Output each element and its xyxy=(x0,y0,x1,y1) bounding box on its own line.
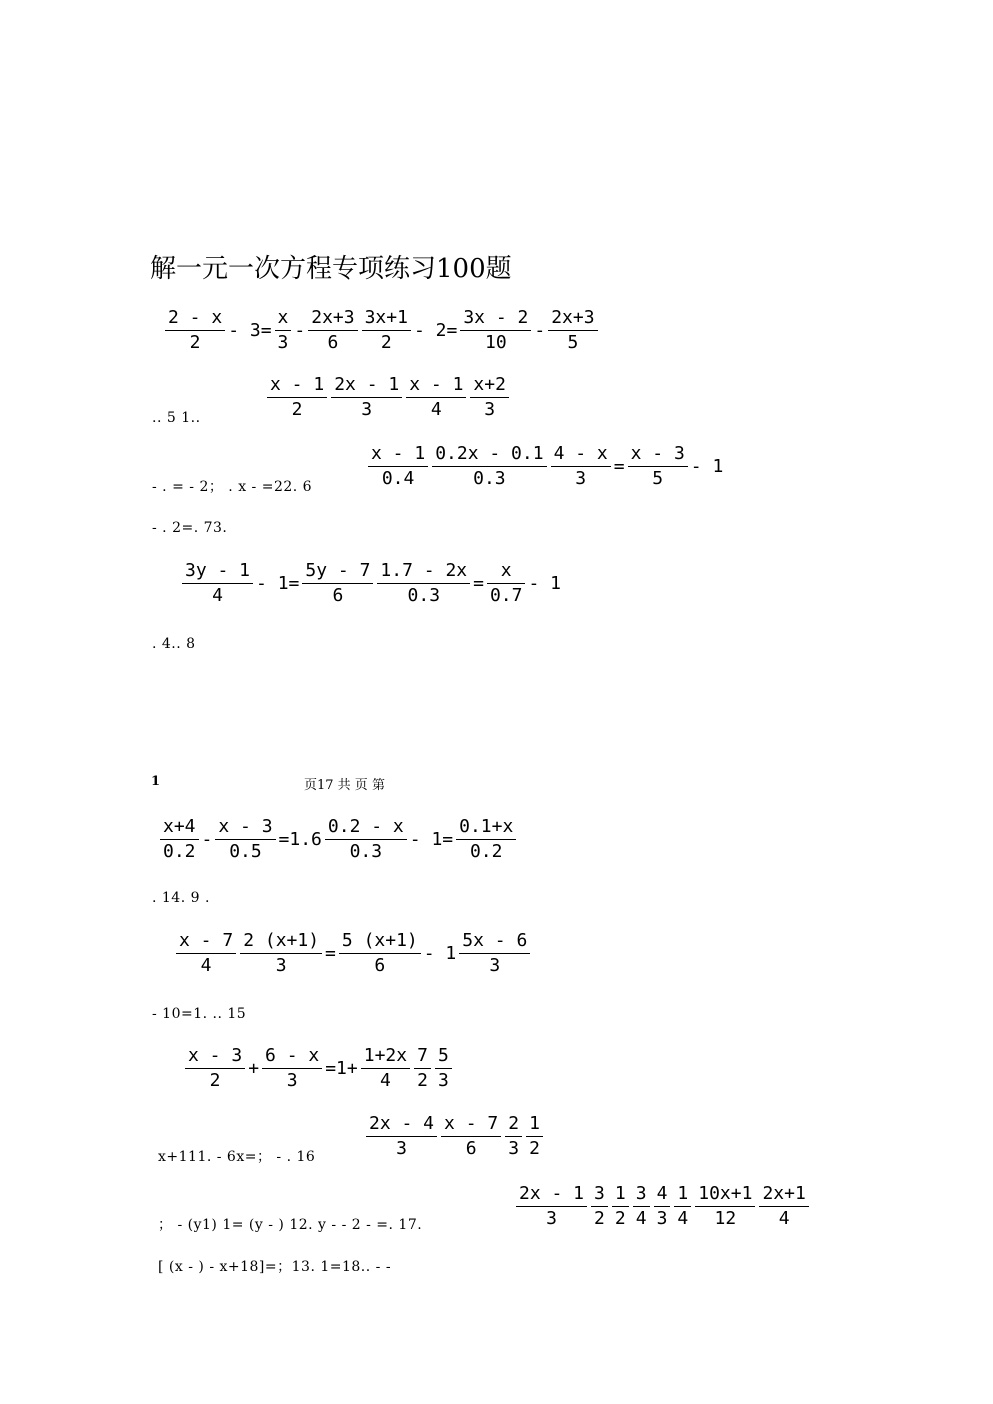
numerator: 2x+3 xyxy=(551,307,595,328)
fraction xyxy=(695,1183,755,1230)
denominator: 3 xyxy=(489,955,501,976)
fraction xyxy=(441,1113,501,1160)
fraction xyxy=(591,1183,608,1230)
fraction xyxy=(325,816,407,863)
numerator: 6 - x xyxy=(265,1045,320,1066)
denominator: 3 xyxy=(656,1208,668,1229)
denominator: 2 xyxy=(529,1138,540,1159)
page-title: 解一元一次方程专项练习100题 xyxy=(150,254,512,284)
denominator: 5 xyxy=(652,468,664,489)
equation-row-8 xyxy=(364,1113,545,1160)
fraction xyxy=(302,560,373,607)
fraction xyxy=(262,1045,322,1092)
numerator: 0.1+x xyxy=(459,816,514,837)
numerator: 3y - 1 xyxy=(185,560,251,581)
fraction xyxy=(628,443,688,490)
fraction xyxy=(176,930,236,977)
operator: - 2= xyxy=(413,319,458,341)
fraction xyxy=(366,1113,437,1160)
numerator: 5 xyxy=(437,1045,449,1066)
equation-row-2 xyxy=(265,374,511,421)
text-line-5: . 14. 9 . xyxy=(152,890,210,906)
numerator: x - 7 xyxy=(179,930,234,951)
denominator: 2 xyxy=(614,1208,626,1229)
fraction xyxy=(435,1045,452,1092)
numerator: 1+2x xyxy=(363,1045,408,1066)
denominator: 6 xyxy=(465,1138,477,1159)
numerator: 1.7 - 2x xyxy=(380,560,468,581)
fraction xyxy=(267,374,327,421)
denominator: 4 xyxy=(778,1208,790,1229)
operator: = xyxy=(325,942,336,964)
denominator: 2 xyxy=(417,1070,428,1091)
denominator: 3 xyxy=(361,399,373,420)
numerator: x+4 xyxy=(163,816,196,837)
numerator: 2x+3 xyxy=(311,307,355,328)
fraction xyxy=(505,1113,522,1160)
fraction xyxy=(674,1183,691,1230)
numerator: 4 xyxy=(656,1183,668,1204)
operator: =1+ xyxy=(325,1057,358,1079)
numerator: x - 3 xyxy=(218,816,273,837)
fraction xyxy=(487,560,526,607)
operator: = xyxy=(473,572,484,594)
fraction xyxy=(633,1183,650,1230)
denominator: 4 xyxy=(677,1208,689,1229)
numerator: 2 - x xyxy=(168,307,223,328)
denominator: 3 xyxy=(575,468,587,489)
denominator: 0.4 xyxy=(381,468,415,489)
text-line-2: - . = - 2； . x - =22. 6 xyxy=(152,479,313,495)
operator: = xyxy=(613,455,625,477)
text-line-3: - . 2=. 73. xyxy=(152,520,228,536)
denominator: 0.5 xyxy=(229,841,262,862)
numerator: 3x+1 xyxy=(364,307,408,328)
equation-row-3 xyxy=(366,443,724,490)
denominator: 4 xyxy=(379,1070,391,1091)
fraction xyxy=(432,443,546,490)
numerator: 3 xyxy=(594,1183,605,1204)
fraction xyxy=(275,307,292,354)
fraction xyxy=(551,443,611,490)
fraction xyxy=(368,443,428,490)
fraction xyxy=(362,307,411,354)
text-line-9: [ (x - ) - x+18]=；13. 1=18.. - - xyxy=(158,1259,392,1275)
denominator: 0.3 xyxy=(473,468,506,489)
denominator: 3 xyxy=(437,1070,449,1091)
operator: - xyxy=(534,319,546,341)
equation-row-6 xyxy=(174,930,532,977)
fraction xyxy=(361,1045,410,1092)
operator: - 1 xyxy=(423,942,457,964)
denominator: 0.2 xyxy=(163,841,196,862)
fraction xyxy=(516,1183,587,1230)
denominator: 2 xyxy=(291,399,303,420)
denominator: 3 xyxy=(546,1208,557,1229)
fraction xyxy=(470,374,509,421)
denominator: 3 xyxy=(508,1138,520,1159)
denominator: 10 xyxy=(484,332,507,353)
page-number: 1 xyxy=(151,774,161,789)
denominator: 5 xyxy=(567,332,579,353)
fraction xyxy=(456,816,516,863)
fraction xyxy=(339,930,421,977)
operator: =1.6 xyxy=(278,828,322,850)
denominator: 12 xyxy=(714,1208,737,1229)
denominator: 3 xyxy=(277,332,289,353)
numerator: x - 1 xyxy=(409,374,464,395)
numerator: 1 xyxy=(529,1113,540,1134)
fraction xyxy=(526,1113,543,1160)
numerator: x - 7 xyxy=(444,1113,499,1134)
denominator: 6 xyxy=(332,585,344,606)
numerator: 5x - 6 xyxy=(462,930,528,951)
numerator: 1 xyxy=(677,1183,689,1204)
fraction xyxy=(331,374,402,421)
numerator: 1 xyxy=(614,1183,626,1204)
denominator: 2 xyxy=(594,1208,605,1229)
denominator: 0.7 xyxy=(489,585,523,606)
denominator: 3 xyxy=(286,1070,298,1091)
numerator: x+2 xyxy=(473,374,506,395)
fraction xyxy=(460,307,531,354)
numerator: 10x+1 xyxy=(698,1183,753,1204)
numerator: x xyxy=(277,307,289,328)
denominator: 2 xyxy=(209,1070,221,1091)
fraction xyxy=(215,816,275,863)
denominator: 4 xyxy=(200,955,212,976)
numerator: 2 xyxy=(508,1113,520,1134)
numerator: x - 3 xyxy=(630,443,685,464)
numerator: 2x+1 xyxy=(762,1183,806,1204)
fraction xyxy=(377,560,470,607)
numerator: 4 - x xyxy=(553,443,608,464)
text-line-6: - 10=1. .. 15 xyxy=(152,1006,247,1022)
fraction xyxy=(414,1045,431,1092)
fraction xyxy=(548,307,597,354)
denominator: 6 xyxy=(327,332,339,353)
fraction xyxy=(182,560,253,607)
numerator: x - 1 xyxy=(371,443,426,464)
fraction xyxy=(406,374,466,421)
text-line-1: .. 5 1.. xyxy=(152,410,201,426)
fraction xyxy=(160,816,199,863)
fraction xyxy=(759,1183,808,1230)
numerator: 3x - 2 xyxy=(463,307,529,328)
denominator: 3 xyxy=(484,399,496,420)
numerator: x - 1 xyxy=(270,374,325,395)
fraction xyxy=(654,1183,671,1230)
page-label: 页17 共 页 第 xyxy=(304,778,385,793)
operator: - 1 xyxy=(690,455,724,477)
denominator: 2 xyxy=(189,332,201,353)
fraction xyxy=(612,1183,629,1230)
operator: - 3= xyxy=(228,319,272,341)
denominator: 4 xyxy=(635,1208,647,1229)
denominator: 3 xyxy=(275,955,287,976)
denominator: 0.2 xyxy=(469,841,503,862)
numerator: 0.2x - 0.1 xyxy=(435,443,544,464)
numerator: x xyxy=(500,560,512,581)
fraction xyxy=(165,307,225,354)
denominator: 2 xyxy=(380,332,392,353)
fraction xyxy=(459,930,530,977)
denominator: 3 xyxy=(396,1138,407,1159)
equation-row-9 xyxy=(514,1183,811,1230)
operator: - 1= xyxy=(256,572,300,594)
equation-row-5 xyxy=(158,816,518,863)
numerator: 5 (x+1) xyxy=(341,930,418,951)
text-line-4: . 4.. 8 xyxy=(152,636,196,652)
equation-row-7 xyxy=(183,1045,454,1092)
numerator: 0.2 - x xyxy=(327,816,404,837)
fraction xyxy=(240,930,322,977)
text-line-7: x+111. - 6x=； - . 16 xyxy=(158,1149,316,1165)
denominator: 6 xyxy=(374,955,386,976)
numerator: 3 xyxy=(635,1183,647,1204)
numerator: 7 xyxy=(417,1045,428,1066)
fraction xyxy=(308,307,357,354)
equation-row-4 xyxy=(180,560,562,607)
numerator: 2x - 4 xyxy=(369,1113,435,1134)
denominator: 0.3 xyxy=(349,841,383,862)
numerator: 5y - 7 xyxy=(305,560,371,581)
numerator: 2x - 1 xyxy=(334,374,400,395)
denominator: 4 xyxy=(212,585,223,606)
equation-row-1 xyxy=(163,307,600,354)
numerator: 2 (x+1) xyxy=(243,930,320,951)
fraction xyxy=(185,1045,245,1092)
operator: - xyxy=(294,319,306,341)
operator: - xyxy=(201,828,213,850)
operator: - 1 xyxy=(528,572,561,594)
text-line-8: ； - (y1) 1= (y - ) 12. y - - 2 - =. 17. xyxy=(158,1217,423,1233)
numerator: x - 3 xyxy=(188,1045,243,1066)
operator: - 1= xyxy=(409,828,454,850)
operator: + xyxy=(248,1057,260,1079)
denominator: 0.3 xyxy=(407,585,441,606)
numerator: 2x - 1 xyxy=(519,1183,585,1204)
denominator: 4 xyxy=(430,399,442,420)
